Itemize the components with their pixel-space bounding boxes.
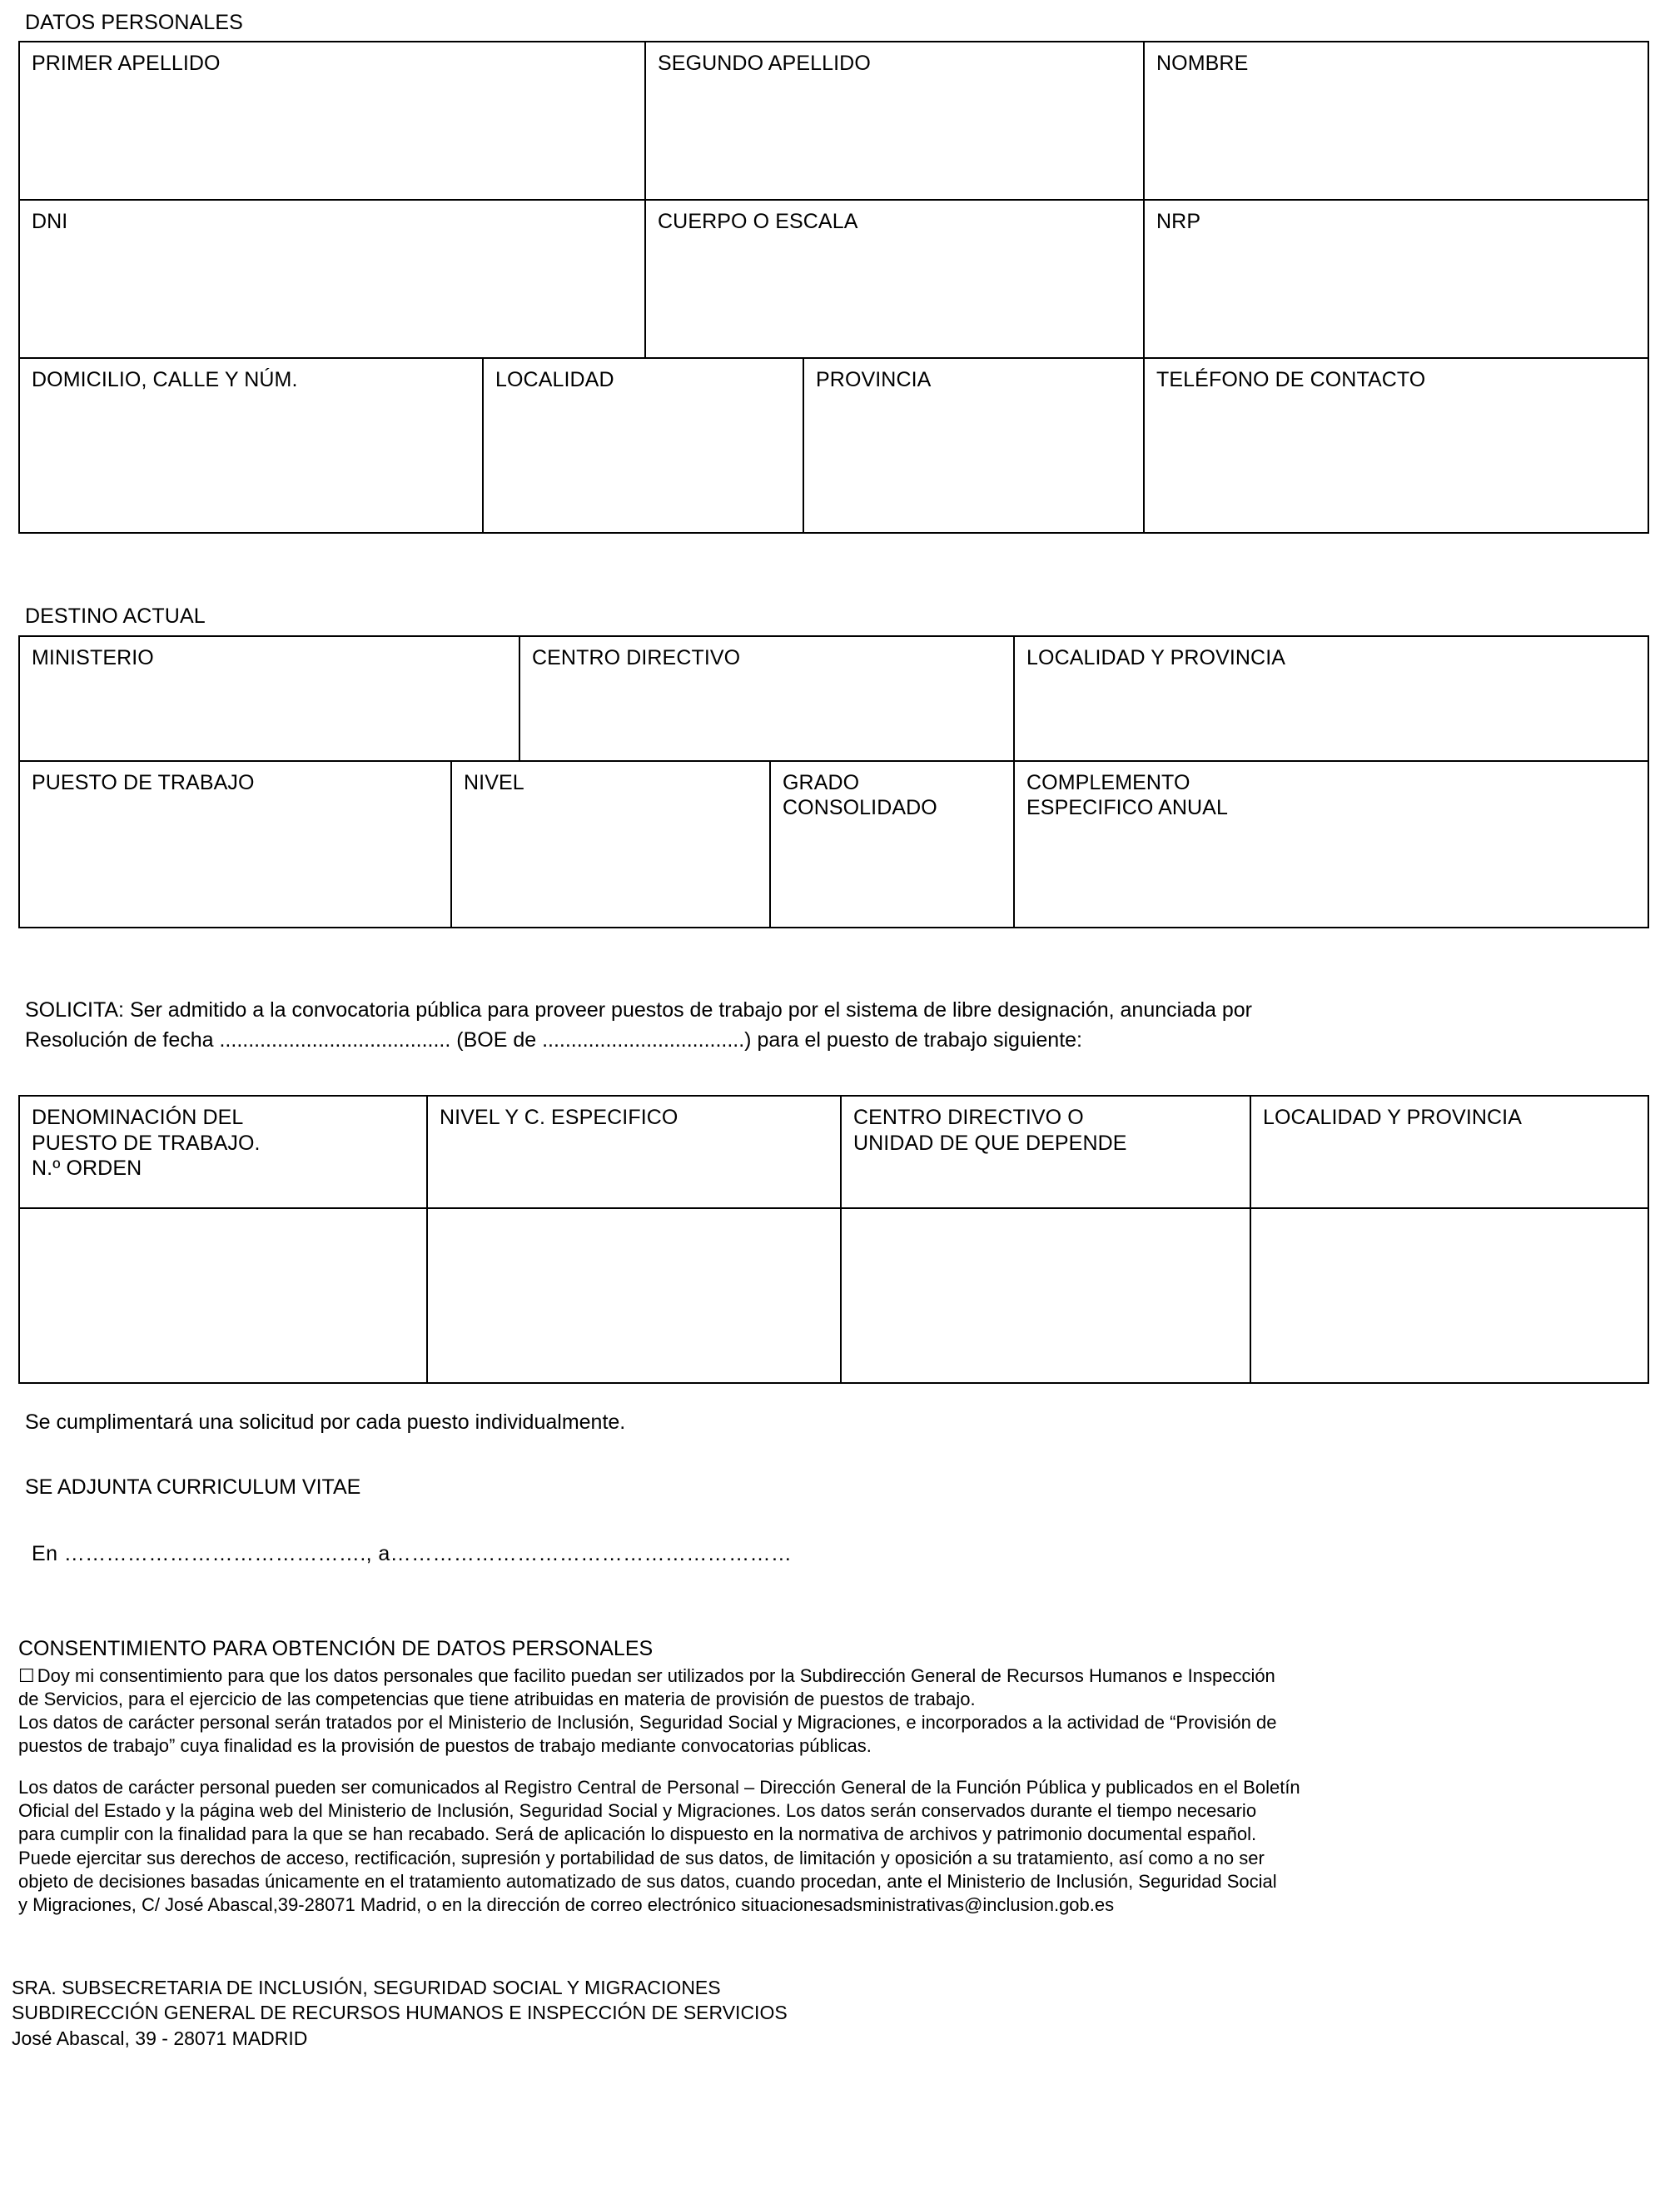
consent-paragraph-2 — [18, 1711, 1655, 1758]
field-complemento-line1: COMPLEMENTO — [1026, 770, 1190, 794]
consent-paragraph-3 — [18, 1776, 1655, 1917]
field-dni[interactable]: DNI — [19, 200, 645, 358]
consent-p1-line2: de Servicios, para el ejercicio de las competencias que tiene atribuidas en materia de provisión de puestos de trabajo. — [18, 1688, 976, 1709]
field-segundo-apellido[interactable]: SEGUNDO APELLIDO — [645, 42, 1144, 200]
input-nivel-y-c-especifico[interactable] — [427, 1208, 841, 1383]
solicita-line-2: Resolución de fecha ........................................ (BOE de ...................................) para el puesto de trabajo siguiente: — [25, 1027, 1083, 1052]
field-grado-consolidado-line2: CONSOLIDADO — [783, 796, 937, 819]
consent-body — [18, 1664, 1655, 1918]
table-row — [19, 358, 1648, 533]
header-nivel-y-c-especifico: NIVEL Y C. ESPECIFICO — [427, 1096, 841, 1208]
table-row — [19, 636, 1648, 761]
consent-p3-line1: Los datos de carácter personal pueden ser comunicados al Registro Central de Personal – Dirección General de la Función Pública y publicados en el Boletín — [18, 1777, 1300, 1798]
table-datos-personales — [18, 41, 1649, 534]
spacer — [18, 1055, 1655, 1095]
consent-p3-line5: objeto de decisiones basadas únicamente en el tratamiento automatizado de sus datos, cuando procedan, ante el Ministerio de Inclusión, Seguridad Social — [18, 1870, 1277, 1892]
field-nombre[interactable]: NOMBRE — [1144, 42, 1648, 200]
consent-p3-line2: Oficial del Estado y la página web del Ministerio de Inclusión, Seguridad Social y Migraciones. Los datos serán conservados durante el tiempo necesario — [18, 1800, 1257, 1822]
field-cuerpo-o-escala[interactable]: CUERPO O ESCALA — [645, 200, 1144, 358]
field-localidad-provincia[interactable]: LOCALIDAD Y PROVINCIA — [1014, 636, 1648, 761]
consent-p1-line1: Doy mi consentimiento para que los datos personales que facilito puedan ser utilizados por la Subdirección General de Recursos Humanos e Inspección — [37, 1664, 1275, 1686]
footer-line-2: SUBDIRECCIÓN GENERAL DE RECURSOS HUMANOS E INSPECCIÓN DE SERVICIOS — [12, 2002, 788, 2024]
table-destino-actual — [18, 635, 1649, 928]
solicita-line-1: SOLICITA: Ser admitido a la convocatoria pública para proveer puestos de trabajo por el sistema de libre designación, anunciada por — [25, 997, 1252, 1022]
header-denominacion-line3: N.º ORDEN — [32, 1157, 142, 1180]
spacer — [18, 534, 1655, 600]
consent-p3-line4: Puede ejercitar sus derechos de acceso, rectificación, supresión y portabilidad de sus datos, de limitación y oposición a su tratamiento, así como a no ser — [18, 1847, 1265, 1868]
header-centro-directivo-unidad — [841, 1096, 1250, 1208]
table-row — [19, 42, 1648, 200]
solicita-paragraph — [25, 995, 1655, 1056]
header-localidad-y-provincia: LOCALIDAD Y PROVINCIA — [1250, 1096, 1648, 1208]
field-grado-consolidado[interactable] — [770, 761, 1014, 928]
spacer — [18, 928, 1655, 995]
input-denominacion-puesto[interactable] — [19, 1208, 427, 1383]
table-row — [19, 200, 1648, 358]
field-puesto-de-trabajo[interactable]: PUESTO DE TRABAJO — [19, 761, 451, 928]
consent-block — [18, 1636, 1655, 1918]
field-complemento-especifico-anual[interactable] — [1014, 761, 1648, 928]
consent-p2-line1: Los datos de carácter personal serán tratados por el Ministerio de Inclusión, Seguridad Social y Migraciones, e incorporados a la actividad de “Provisión de — [18, 1711, 1277, 1733]
note-solicitud-individual: Se cumplimentará una solicitud por cada puesto individualmente. — [25, 1410, 626, 1434]
field-centro-directivo[interactable]: CENTRO DIRECTIVO — [519, 636, 1014, 761]
table-row — [19, 761, 1648, 928]
consent-paragraph-1 — [18, 1664, 1655, 1711]
consent-p2-line2: puestos de trabajo” cuya finalidad es la provisión de puestos de trabajo mediante convocatorias públicas. — [18, 1734, 872, 1756]
field-grado-consolidado-line1: GRADO — [783, 770, 860, 794]
signature-place-date-line[interactable]: En ……………………………………., a………………………………………………… — [32, 1541, 793, 1565]
input-centro-directivo-unidad[interactable] — [841, 1208, 1250, 1383]
field-localidad[interactable]: LOCALIDAD — [483, 358, 803, 533]
consent-p3-line3: para cumplir con la finalidad para la que se han recabado. Será de aplicación lo dispuesto en la normativa de archivos y patrimonio documental español. — [18, 1823, 1257, 1845]
checkbox-icon[interactable]: ☐ — [18, 1664, 35, 1686]
section-title-datos-personales: DATOS PERSONALES — [25, 11, 243, 34]
table-header-row — [19, 1096, 1648, 1208]
field-ministerio[interactable]: MINISTERIO — [19, 636, 519, 761]
field-telefono-contacto[interactable]: TELÉFONO DE CONTACTO — [1144, 358, 1648, 533]
field-provincia[interactable]: PROVINCIA — [803, 358, 1144, 533]
field-nivel[interactable]: NIVEL — [451, 761, 770, 928]
footer-line-3: José Abascal, 39 - 28071 MADRID — [12, 2027, 308, 2049]
footer-addressee — [12, 1975, 1655, 2051]
header-denominacion-line2: PUESTO DE TRABAJO. — [32, 1131, 261, 1155]
field-nrp[interactable]: NRP — [1144, 200, 1648, 358]
input-localidad-y-provincia[interactable] — [1250, 1208, 1648, 1383]
field-primer-apellido[interactable]: PRIMER APELLIDO — [19, 42, 645, 200]
table-puesto-solicitado — [18, 1095, 1649, 1384]
consent-title: CONSENTIMIENTO PARA OBTENCIÓN DE DATOS PERSONALES — [18, 1636, 654, 1660]
table-row — [19, 1208, 1648, 1383]
header-centro-line1: CENTRO DIRECTIVO O — [853, 1106, 1084, 1129]
field-domicilio[interactable]: DOMICILIO, CALLE Y NÚM. — [19, 358, 483, 533]
section-title-destino-actual: DESTINO ACTUAL — [25, 604, 206, 629]
header-denominacion-puesto — [19, 1096, 427, 1208]
footer-line-1: SRA. SUBSECRETARIA DE INCLUSIÓN, SEGURIDAD SOCIAL Y MIGRACIONES — [12, 1977, 721, 1999]
note-curriculum-vitae: SE ADJUNTA CURRICULUM VITAE — [25, 1475, 361, 1499]
header-centro-line2: UNIDAD DE QUE DEPENDE — [853, 1131, 1127, 1155]
consent-p3-line6: y Migraciones, C/ José Abascal,39-28071 Madrid, o en la dirección de correo electrónico situacionesadsministrativas@inclusion.gob.es — [18, 1893, 1115, 1915]
header-denominacion-line1: DENOMINACIÓN DEL — [32, 1106, 244, 1129]
field-complemento-line2: ESPECIFICO ANUAL — [1026, 796, 1228, 819]
